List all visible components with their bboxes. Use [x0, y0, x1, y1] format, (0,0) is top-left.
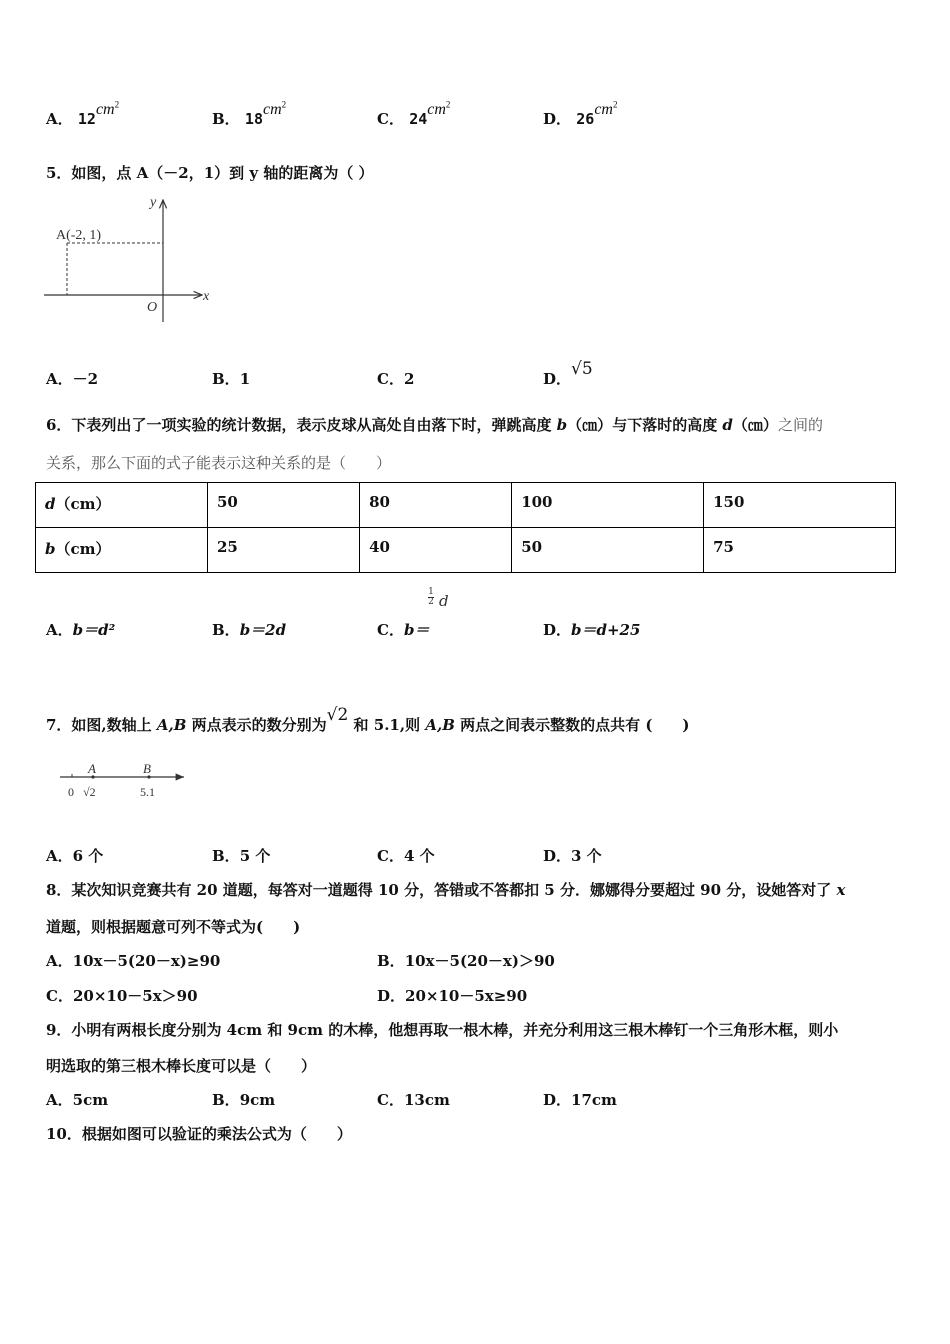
q4-option-a[interactable]: A． $12cm^2$	[46, 99, 120, 128]
q7-option-d[interactable]: D．3 个	[543, 847, 602, 865]
q9-option-c[interactable]: C．13cm	[377, 1091, 450, 1109]
q9-option-b[interactable]: B．9cm	[212, 1091, 276, 1109]
q7-option-a[interactable]: A．6 个	[46, 847, 104, 865]
q6-data-table	[35, 482, 896, 573]
q8-option-b[interactable]: B．10x－5(20－x)＞90	[377, 952, 555, 970]
q9-stem-line1: 9．小明有两根长度分别为 4cm 和 9cm 的木棒，他想再取一根木棒，并充分利用这三根木棒钉一个三角形木框，则小	[46, 1021, 839, 1039]
q6-stem-line2: 关系，那么下面的式子能表示这种关系的是（ ）	[46, 454, 392, 472]
tick-label-b: 5.1	[140, 785, 155, 799]
label-a: A	[88, 761, 96, 776]
q7-number-line-figure	[56, 758, 196, 802]
q4-option-d[interactable]: D． $26cm^2$	[543, 99, 618, 128]
q6-stem-line1: 6．下表列出了一项实验的统计数据，表示皮球从高处自由落下时，弹跳高度 b（㎝）与下落时的高度 d（㎝）之间的	[46, 416, 823, 434]
q5-option-c[interactable]: C．2	[377, 370, 415, 388]
label-b: B	[143, 761, 151, 776]
q4-option-c[interactable]: C． $24cm^2$	[377, 99, 451, 128]
q7-option-b[interactable]: B．5 个	[212, 847, 271, 865]
table-row: d（cm） 50 80 100 150	[36, 483, 896, 528]
q6-option-d[interactable]: D．b＝d+25	[543, 621, 641, 639]
q6-option-c[interactable]: C．b＝	[377, 621, 430, 639]
q6-option-a[interactable]: A．b＝d²	[46, 621, 116, 639]
q9-option-a[interactable]: A．5cm	[46, 1091, 109, 1109]
x-label: x	[203, 289, 210, 304]
tick-label-zero: 0	[68, 785, 74, 799]
q5-coordinate-figure	[40, 192, 220, 322]
q8-stem-line1: 8．某次知识竞赛共有 20 道题，每答对一道题得 10 分，答错或不答都扣 5 分．娜娜得分要超过 90 分，设她答对了 x	[46, 881, 846, 899]
q6-option-c-var: d	[439, 592, 449, 610]
y-label: y	[150, 195, 157, 210]
q7-stem: 7．如图,数轴上 A,B 两点表示的数分别为√2 和 5.1,则 A,B 两点之间表示整数的点共有 ( )	[46, 705, 690, 734]
q9-stem-line2: 明选取的第三根木棒长度可以是（ ）	[46, 1057, 317, 1075]
q4-option-b[interactable]: B． $18cm^2$	[212, 99, 287, 128]
origin-label: O	[147, 300, 158, 315]
q8-option-c[interactable]: C．20×10－5x＞90	[46, 987, 198, 1005]
q8-option-a[interactable]: A．10x－5(20－x)≥90	[46, 952, 221, 970]
q5-option-a[interactable]: A．－2	[46, 370, 99, 388]
q5-option-b[interactable]: B．1	[212, 370, 251, 388]
q8-option-d[interactable]: D．20×10－5x≥90	[377, 987, 528, 1005]
q5-option-d[interactable]: D．√5	[543, 359, 593, 388]
q6-option-c-fraction: 1 2	[428, 587, 434, 607]
table-row: b（cm） 25 40 50 75	[36, 528, 896, 573]
q8-stem-line2: 道题，则根据题意可列不等式为( )	[46, 918, 301, 936]
q10-stem: 10．根据如图可以验证的乘法公式为（ ）	[46, 1125, 352, 1143]
q5-stem: 5．如图，点 A（－2，1）到 y 轴的距离为（ ）	[46, 164, 374, 182]
point-a-label: A(-2, 1)	[56, 228, 102, 243]
q6-option-b[interactable]: B．b＝2d	[212, 621, 287, 639]
tick-label-a: √2	[83, 785, 96, 799]
q7-option-c[interactable]: C．4 个	[377, 847, 435, 865]
q9-option-d[interactable]: D．17cm	[543, 1091, 617, 1109]
